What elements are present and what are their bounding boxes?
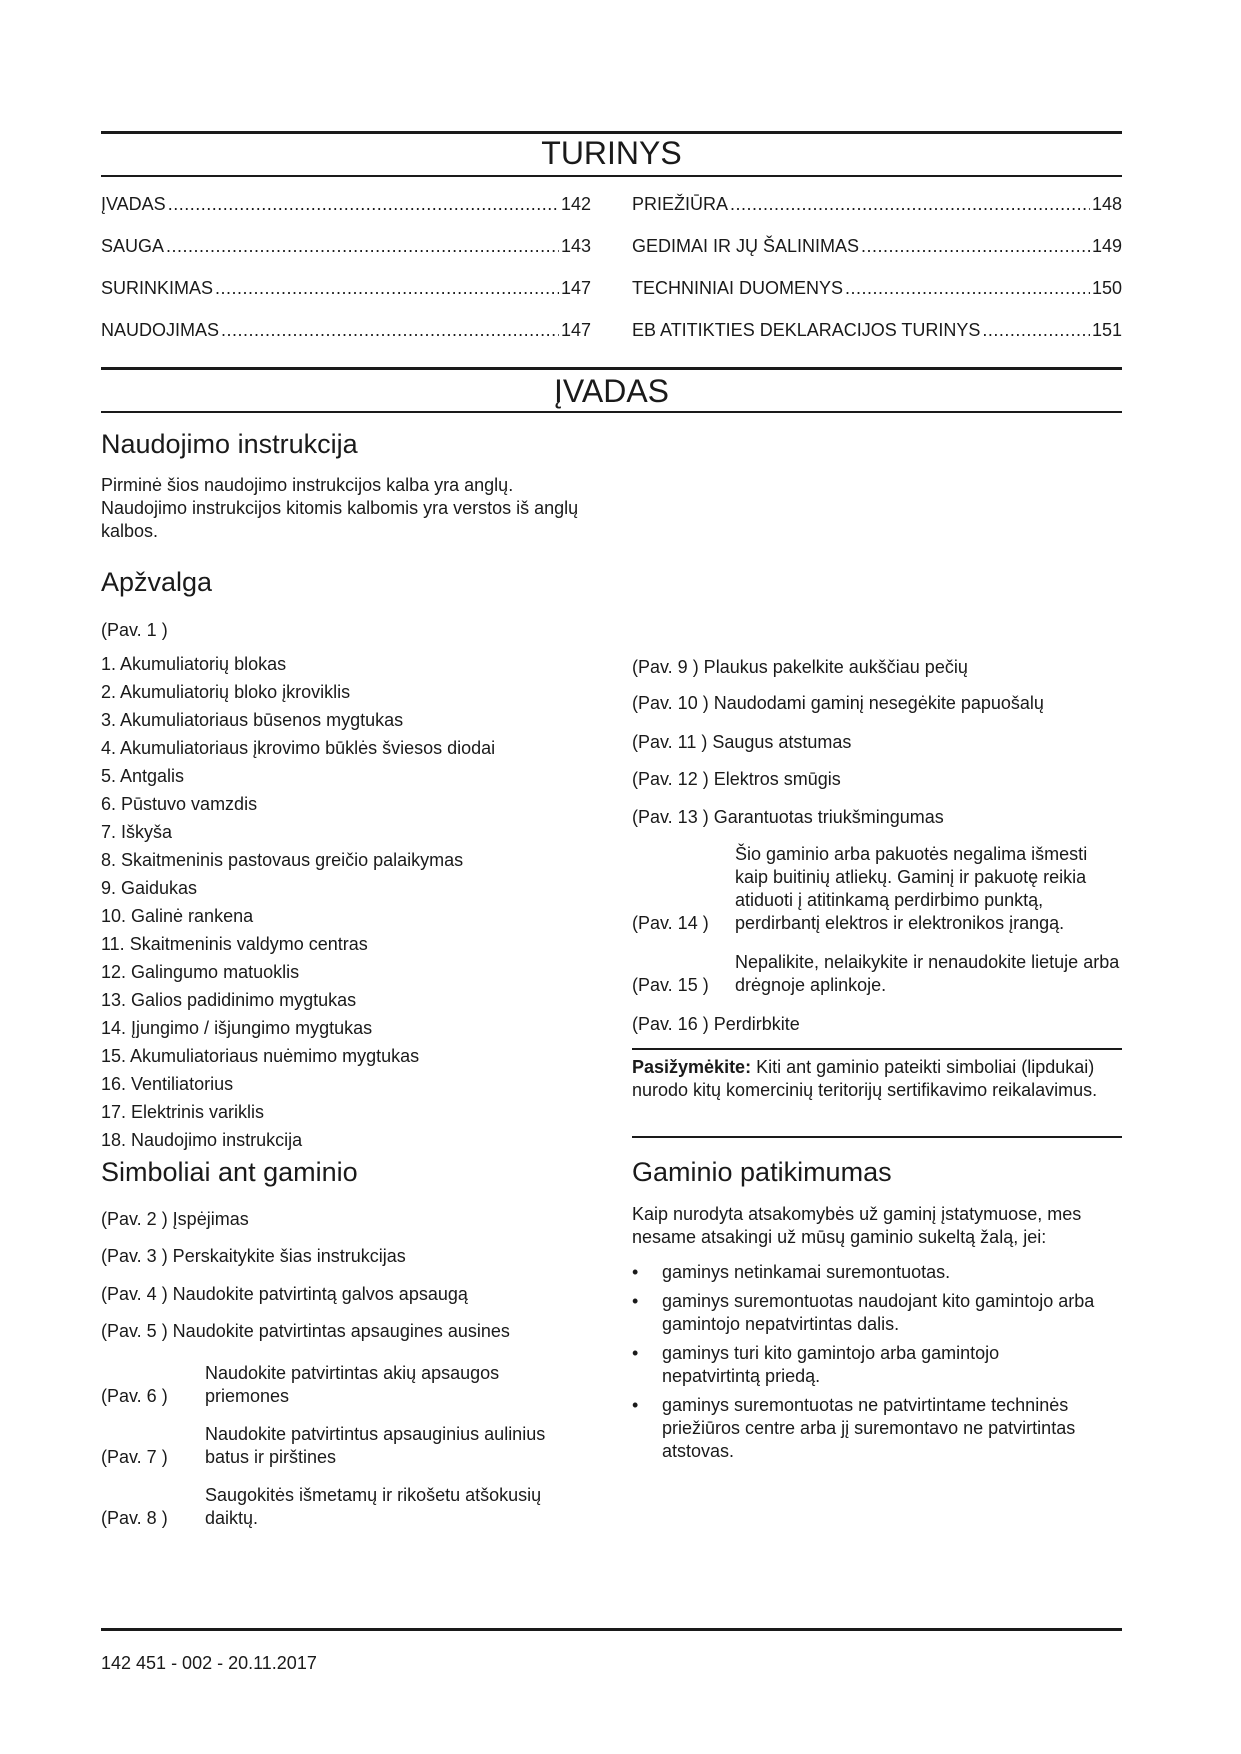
list-item: 5. Antgalis bbox=[101, 766, 185, 786]
reliability-text: Kaip nurodyta atsakomybės už gaminį įstatymuose, mes nesame atsakingi už mūsų gaminio sukeltą žalą, jei: bbox=[632, 1204, 1082, 1247]
intro-title: ĮVADAS bbox=[554, 373, 669, 409]
symbol-pav-9: (Pav. 9 ) Plaukus pakelkite aukščiau pečių bbox=[632, 657, 968, 677]
toc-title-rule bbox=[101, 175, 1122, 177]
symbol-pav-8: (Pav. 8 ) Saugokitės išmetamų ir rikošetu atšokusių daiktų. bbox=[101, 1485, 542, 1528]
toc-entry-eb-deklaracija[interactable]: EB ATITIKTIES DEKLARACIJOS TURINYS ..... 151 bbox=[632, 319, 1122, 341]
list-item: 13. Galios padidinimo mygtukas bbox=[101, 990, 357, 1010]
toc-title: TURINYS bbox=[541, 135, 682, 171]
note-bottom-rule bbox=[632, 1136, 1122, 1138]
list-item: 8. Skaitmeninis pastovaus greičio palaikymas bbox=[101, 850, 464, 870]
note-label: Pasižymėkite: bbox=[632, 1057, 752, 1077]
list-item: 18. Naudojimo instrukcija bbox=[101, 1130, 303, 1150]
toc-entry-naudojimas[interactable]: NAUDOJIMAS ..... 147 bbox=[101, 319, 591, 341]
manual-text: Pirminė šios naudojimo instrukcijos kalba yra anglų. Naudojimo instrukcijos kitomis kalbomis yra verstos iš anglų kalbos. bbox=[101, 475, 579, 541]
symbol-pav-14: (Pav. 14 ) Šio gaminio arba pakuotės negalima išmesti kaip buitinių atliekų. Gaminį ir pakuotę reikia atiduoti į atitinkamą perdirbimo punktą, perdirbantį elektros ir elektronikos įrangą. bbox=[632, 844, 1088, 933]
list-item: 17. Elektrinis variklis bbox=[101, 1102, 265, 1122]
intro-top-rule bbox=[101, 367, 1122, 370]
note-text: Kiti ant gaminio pateikti simboliai (lipdukai) nurodo kitų komercinių teritorijų sertifikavimo reikalavimus. bbox=[632, 1057, 1098, 1100]
list-item: 9. Gaidukas bbox=[101, 878, 198, 898]
list-item: 14. Įjungimo / išjungimo mygtukas bbox=[101, 1018, 373, 1038]
list-item: 6. Pūstuvo vamzdis bbox=[101, 794, 258, 814]
list-item: 11. Skaitmeninis valdymo centras bbox=[101, 934, 368, 954]
note bbox=[632, 1056, 1112, 1102]
overview-heading: Apžvalga bbox=[101, 567, 213, 597]
list-item: 2. Akumuliatorių bloko įkroviklis bbox=[101, 682, 351, 702]
symbol-pav-16: (Pav. 16 ) Perdirbkite bbox=[632, 1014, 800, 1034]
overview-figure-ref: (Pav. 1 ) bbox=[101, 620, 168, 640]
list-item: 1. Akumuliatorių blokas bbox=[101, 654, 287, 674]
note-top-rule bbox=[632, 1048, 1122, 1050]
toc-entry-techniniai[interactable]: TECHNINIAI DUOMENYS ..... 150 bbox=[632, 277, 1122, 299]
toc-entry-prieziura[interactable]: PRIEŽIŪRA ..... 148 bbox=[632, 193, 1122, 215]
manual-heading: Naudojimo instrukcija bbox=[101, 429, 358, 459]
overview-list bbox=[101, 650, 495, 1154]
symbol-pav-5: (Pav. 5 ) Naudokite patvirtintas apsaugines ausines bbox=[101, 1321, 510, 1341]
symbol-pav-11: (Pav. 11 ) Saugus atstumas bbox=[632, 732, 852, 752]
list-item: 12. Galingumo matuoklis bbox=[101, 962, 300, 982]
symbol-pav-12: (Pav. 12 ) Elektros smūgis bbox=[632, 769, 841, 789]
symbol-pav-4: (Pav. 4 ) Naudokite patvirtintą galvos apsaugą bbox=[101, 1284, 468, 1304]
list-item: • gaminys suremontuotas naudojant kito gamintojo arba gamintojo nepatvirtintas dalis. bbox=[632, 1291, 1095, 1334]
toc-entry-sauga[interactable]: SAUGA ..... 143 bbox=[101, 235, 591, 257]
list-item: 7. Iškyša bbox=[101, 822, 173, 842]
footer-rule bbox=[101, 1628, 1122, 1631]
list-item: 3. Akumuliatoriaus būsenos mygtukas bbox=[101, 710, 404, 730]
symbol-pav-7: (Pav. 7 ) Naudokite patvirtintus apsauginius aulinius batus ir pirštines bbox=[101, 1424, 546, 1467]
symbol-pav-6: (Pav. 6 ) Naudokite patvirtintas akių apsaugos priemones bbox=[101, 1363, 500, 1406]
list-item: 16. Ventiliatorius bbox=[101, 1074, 234, 1094]
symbol-pav-3: (Pav. 3 ) Perskaitykite šias instrukcijas bbox=[101, 1246, 406, 1266]
reliability-heading: Gaminio patikimumas bbox=[632, 1157, 892, 1187]
symbol-pav-13: (Pav. 13 ) Garantuotas triukšmingumas bbox=[632, 807, 944, 827]
intro-title-rule bbox=[101, 411, 1122, 413]
reliability-list bbox=[632, 1261, 1102, 1469]
list-item: • gaminys suremontuotas ne patvirtintame techninės priežiūros centre arba jį suremontavo ne patvirtintas atstovas. bbox=[632, 1395, 1076, 1461]
list-item: 10. Galinė rankena bbox=[101, 906, 254, 926]
toc-entry-ivadas[interactable]: ĮVADAS ..... 142 bbox=[101, 193, 591, 215]
toc-entry-gedimai[interactable]: GEDIMAI IR JŲ ŠALINIMAS ..... 149 bbox=[632, 235, 1122, 257]
symbols-heading: Simboliai ant gaminio bbox=[101, 1157, 358, 1187]
list-item: • gaminys turi kito gamintojo arba gamintojo nepatvirtintą priedą. bbox=[632, 1343, 1000, 1386]
page-footer: 142 451 - 002 - 20.11.2017 bbox=[101, 1653, 317, 1673]
list-item: 15. Akumuliatoriaus nuėmimo mygtukas bbox=[101, 1046, 420, 1066]
list-item: 4. Akumuliatoriaus įkrovimo būklės šviesos diodai bbox=[101, 738, 496, 758]
symbol-pav-2: (Pav. 2 ) Įspėjimas bbox=[101, 1209, 249, 1229]
symbol-pav-15: (Pav. 15 ) Nepalikite, nelaikykite ir nenaudokite lietuje arba drėgnoje aplinkoje. bbox=[632, 952, 1120, 995]
toc-entry-surinkimas[interactable]: SURINKIMAS ..... 147 bbox=[101, 277, 591, 299]
symbol-pav-10: (Pav. 10 ) Naudodami gaminį nesegėkite papuošalų bbox=[632, 693, 1044, 713]
list-item: • gaminys netinkamai suremontuotas. bbox=[632, 1262, 951, 1282]
